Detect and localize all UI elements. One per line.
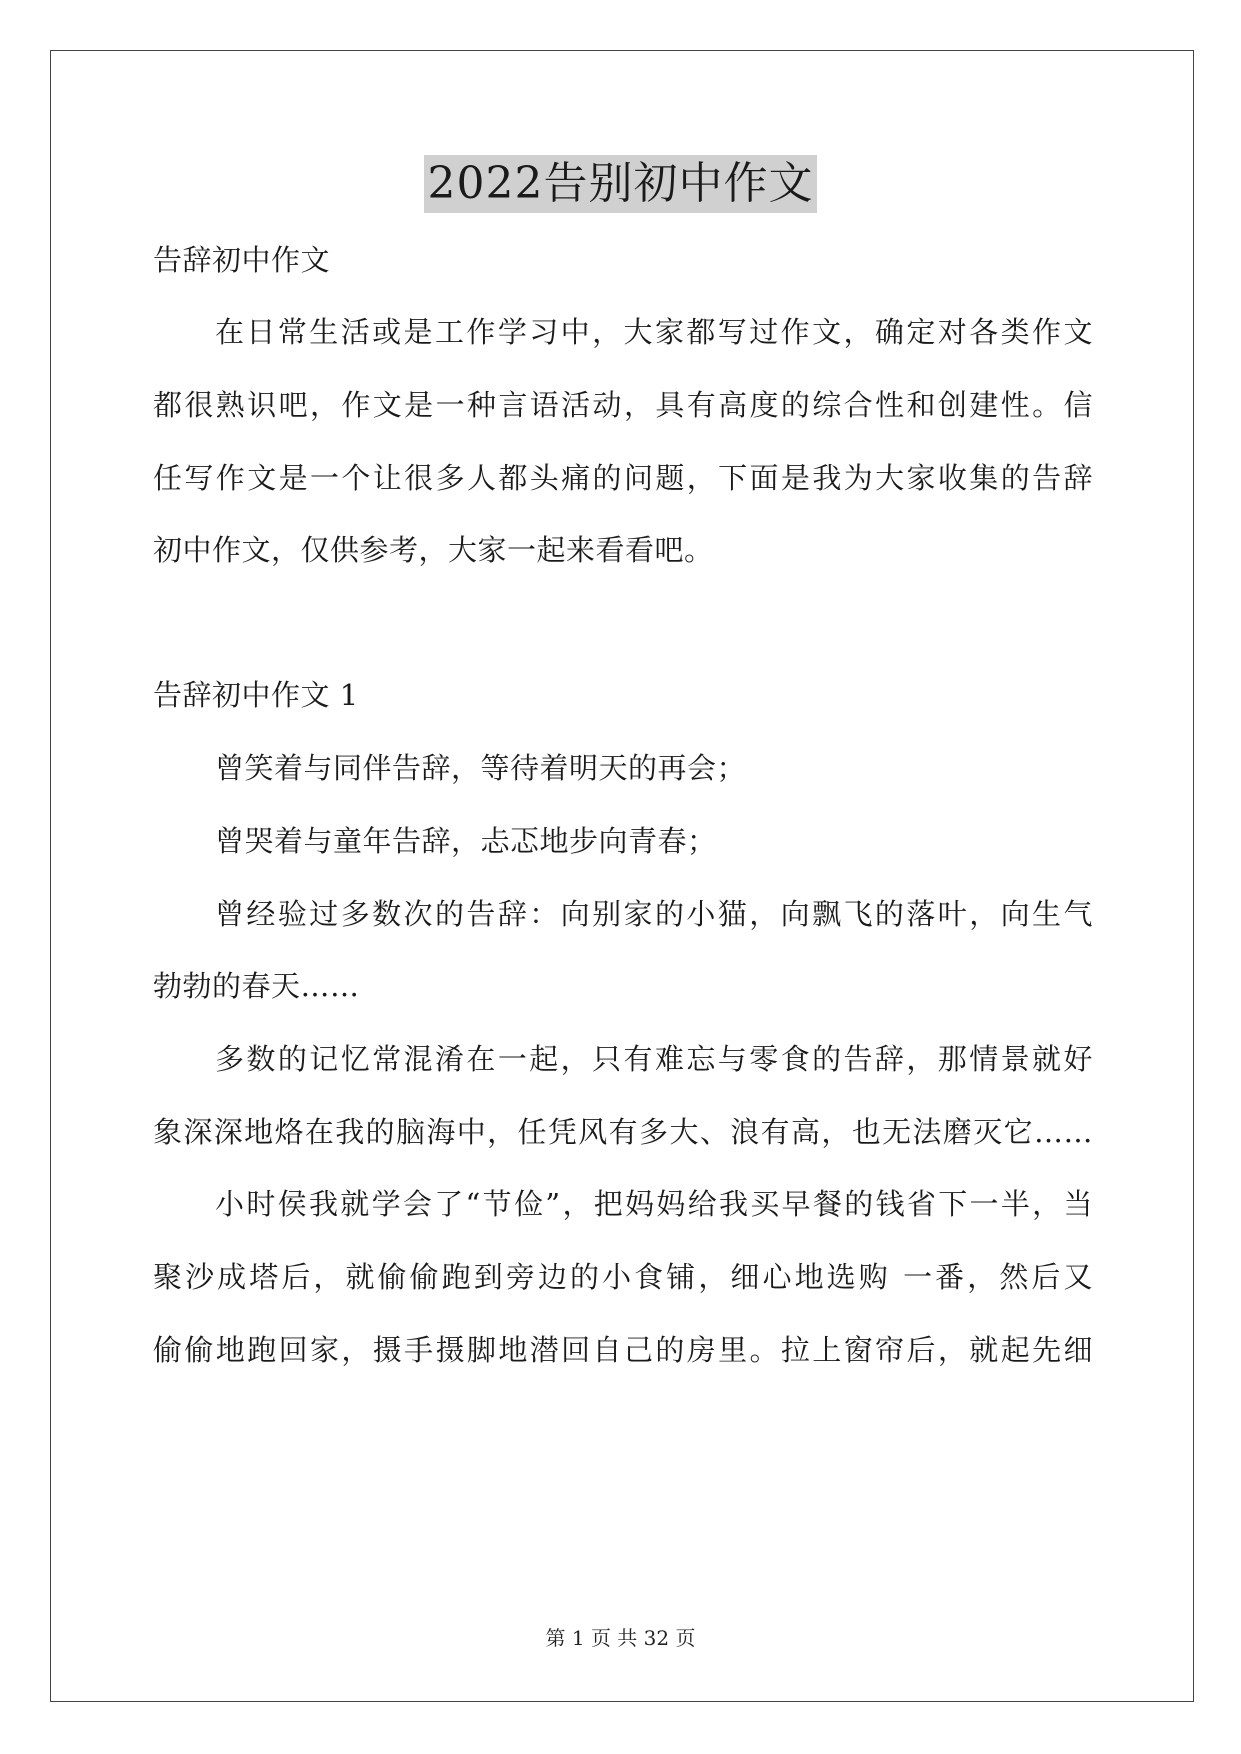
paragraph-line: 聚沙成塔后，就偷偷跑到旁边的小食铺，细心地选购 一番，然后又 (153, 1260, 1093, 1294)
paragraph-line: 小时侯我就学会了“节俭”，把妈妈给我买早餐的钱省下一半，当 (215, 1187, 1093, 1221)
page-border (50, 50, 1194, 1702)
document-title: 2022告别初中作文 (424, 155, 818, 213)
paragraph-line: 在日常生活或是工作学习中，大家都写过作文，确定对各类作文 (215, 315, 1093, 349)
paragraph-line: 都很熟识吧，作文是一种言语活动，具有高度的综合性和创建性。信 (153, 388, 1093, 422)
paragraph-line: 多数的记忆常混淆在一起，只有难忘与零食的告辞，那情景就好 (215, 1042, 1093, 1076)
paragraph-line: 曾哭着与童年告辞，忐忑地步向青春； (215, 824, 717, 858)
section-heading: 告辞初中作文 1 (153, 678, 359, 712)
page-footer: 第 1 页 共 32 页 (545, 1626, 696, 1650)
paragraph-line: 象深深地烙在我的脑海中，任凭风有多大、浪有高，也无法磨灭它…… (153, 1115, 1093, 1149)
paragraph-line: 勃勃的春天…… (153, 969, 360, 1003)
paragraph-line: 任写作文是一个让很多人都头痛的问题，下面是我为大家收集的告辞 (153, 461, 1093, 495)
paragraph-line: 偷偷地跑回家，摄手摄脚地潜回自己的房里。拉上窗帘后，就起先细 (153, 1333, 1093, 1367)
paragraph-line: 初中作文，仅供参考，大家一起来看看吧。 (153, 533, 714, 567)
paragraph-line: 曾笑着与同伴告辞，等待着明天的再会； (215, 751, 747, 785)
paragraph-line: 曾经验过多数次的告辞：向别家的小猫，向飘飞的落叶，向生气 (215, 897, 1093, 931)
title-container (0, 155, 1241, 213)
section-heading: 告辞初中作文 (153, 243, 331, 277)
